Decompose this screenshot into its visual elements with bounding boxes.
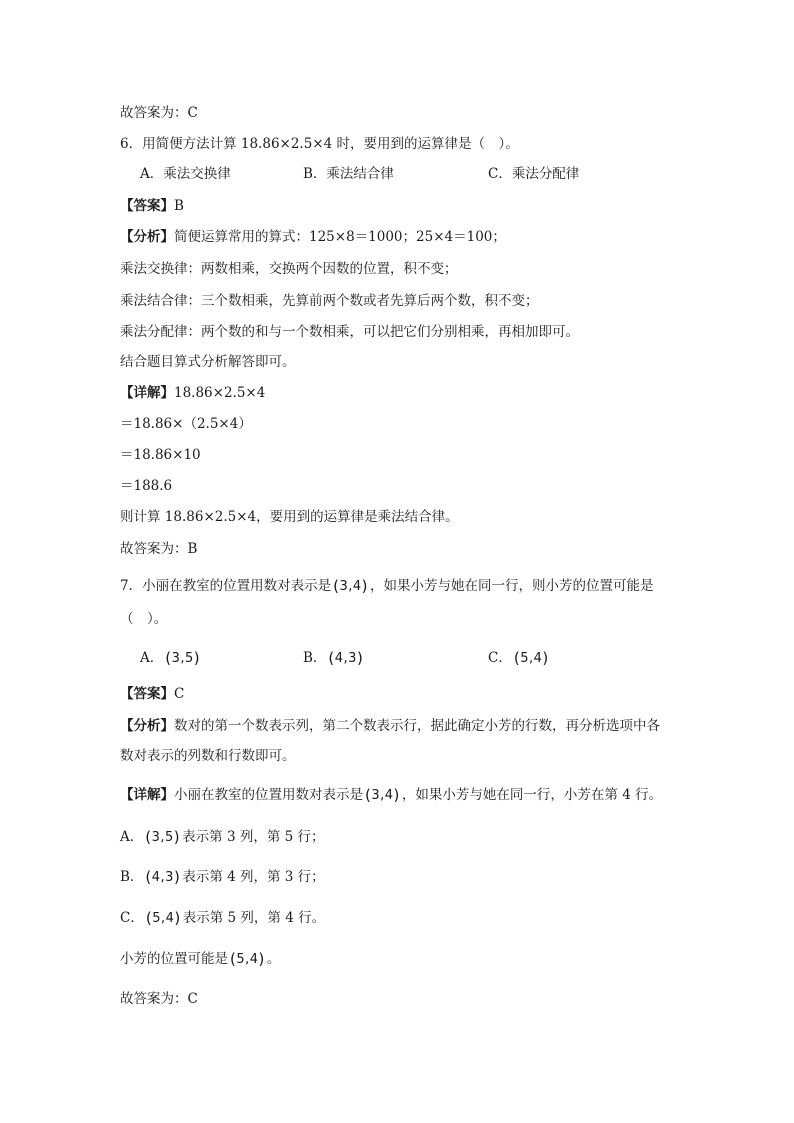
- q5-final-answer: 故答案为：C: [120, 105, 198, 121]
- q7-detail-option-c: C． (5,4) 表示第 5 列，第 4 行。: [120, 909, 326, 927]
- q7-stem-line-1: 7．小丽在教室的位置用数对表示是 (3,4) ，如果小芳与她在同一行，则小芳的位置可能是: [120, 577, 654, 595]
- analysis-tag: 【分析】: [120, 718, 174, 734]
- q7-detail-option-b: B． (4,3) 表示第 4 列，第 3 行；: [120, 868, 325, 886]
- q6-detail-line-2: ＝18.86×（2.5×4）: [120, 416, 252, 432]
- q6-detail-line-3: ＝18.86×10: [120, 447, 201, 463]
- answer-tag: 【答案】: [120, 686, 174, 702]
- q7-analysis-line-1: 【分析】数对的第一个数表示列，第二个数表示行，据此确定小芳的行数，再分析选项中各: [120, 718, 660, 734]
- q7-option-b: B． (4,3): [303, 649, 364, 667]
- q6-detail-line-5: 则计算 18.86×2.5×4，要用到的运算律是乘法结合律。: [120, 509, 459, 525]
- q6-analysis-line-2: 乘法交换律：两数相乘，交换两个因数的位置，积不变；: [120, 261, 458, 277]
- q7-detail-line-1: 【详解】小丽在教室的位置用数对表示是 (3,4) ，如果小芳与她在同一行，小芳在第 4 行。: [120, 786, 663, 804]
- q7-answer: C: [174, 686, 185, 702]
- q6-analysis-line-1: 【分析】简便运算常用的算式：125×8＝1000；25×4＝100；: [120, 229, 506, 245]
- analysis-tag: 【分析】: [120, 229, 174, 245]
- q7-option-a: A． (3,5): [140, 649, 201, 667]
- answer-tag: 【答案】: [120, 198, 174, 214]
- q6-answer-line: [120, 197, 184, 215]
- q6-option-c: C．乘法分配律: [488, 166, 580, 182]
- q6-option-a: A．乘法交换律: [140, 166, 231, 182]
- q7-option-c: C． (5,4): [488, 649, 549, 667]
- q6-stem: 6．用简便方法计算 18.86×2.5×4 时，要用到的运算律是（ ）。: [120, 136, 519, 152]
- q6-analysis-line-3: 乘法结合律：三个数相乘，先算前两个数或者先算后两个数，积不变；: [120, 293, 539, 309]
- q6-analysis-line-5: 结合题目算式分析解答即可。: [120, 354, 296, 370]
- q7-detail-option-a: A． (3,5) 表示第 3 列，第 5 行；: [120, 828, 325, 846]
- q6-detail-line-1: 【详解】18.86×2.5×4: [120, 385, 266, 401]
- detail-tag: 【详解】: [120, 787, 174, 803]
- q6-answer: B: [174, 198, 184, 214]
- q7-final-answer: 故答案为：C: [120, 991, 198, 1007]
- coordinate-pair: (3,4): [333, 577, 368, 595]
- detail-tag: 【详解】: [120, 385, 174, 401]
- q7-conclusion: 小芳的位置可能是 (5,4) 。: [120, 950, 281, 968]
- q7-analysis-line-2: 数对表示的列数和行数即可。: [120, 748, 296, 764]
- q7-stem-line-2: （ ）。: [120, 611, 168, 627]
- q6-analysis-line-4: 乘法分配律：两个数的和与一个数相乘，可以把它们分别相乘，再相加即可。: [120, 324, 579, 340]
- q6-detail-line-4: ＝188.6: [120, 478, 173, 494]
- q6-final-answer: 故答案为：B: [120, 541, 198, 557]
- q7-answer-line: [120, 685, 184, 703]
- q6-option-b: B．乘法结合律: [303, 166, 394, 182]
